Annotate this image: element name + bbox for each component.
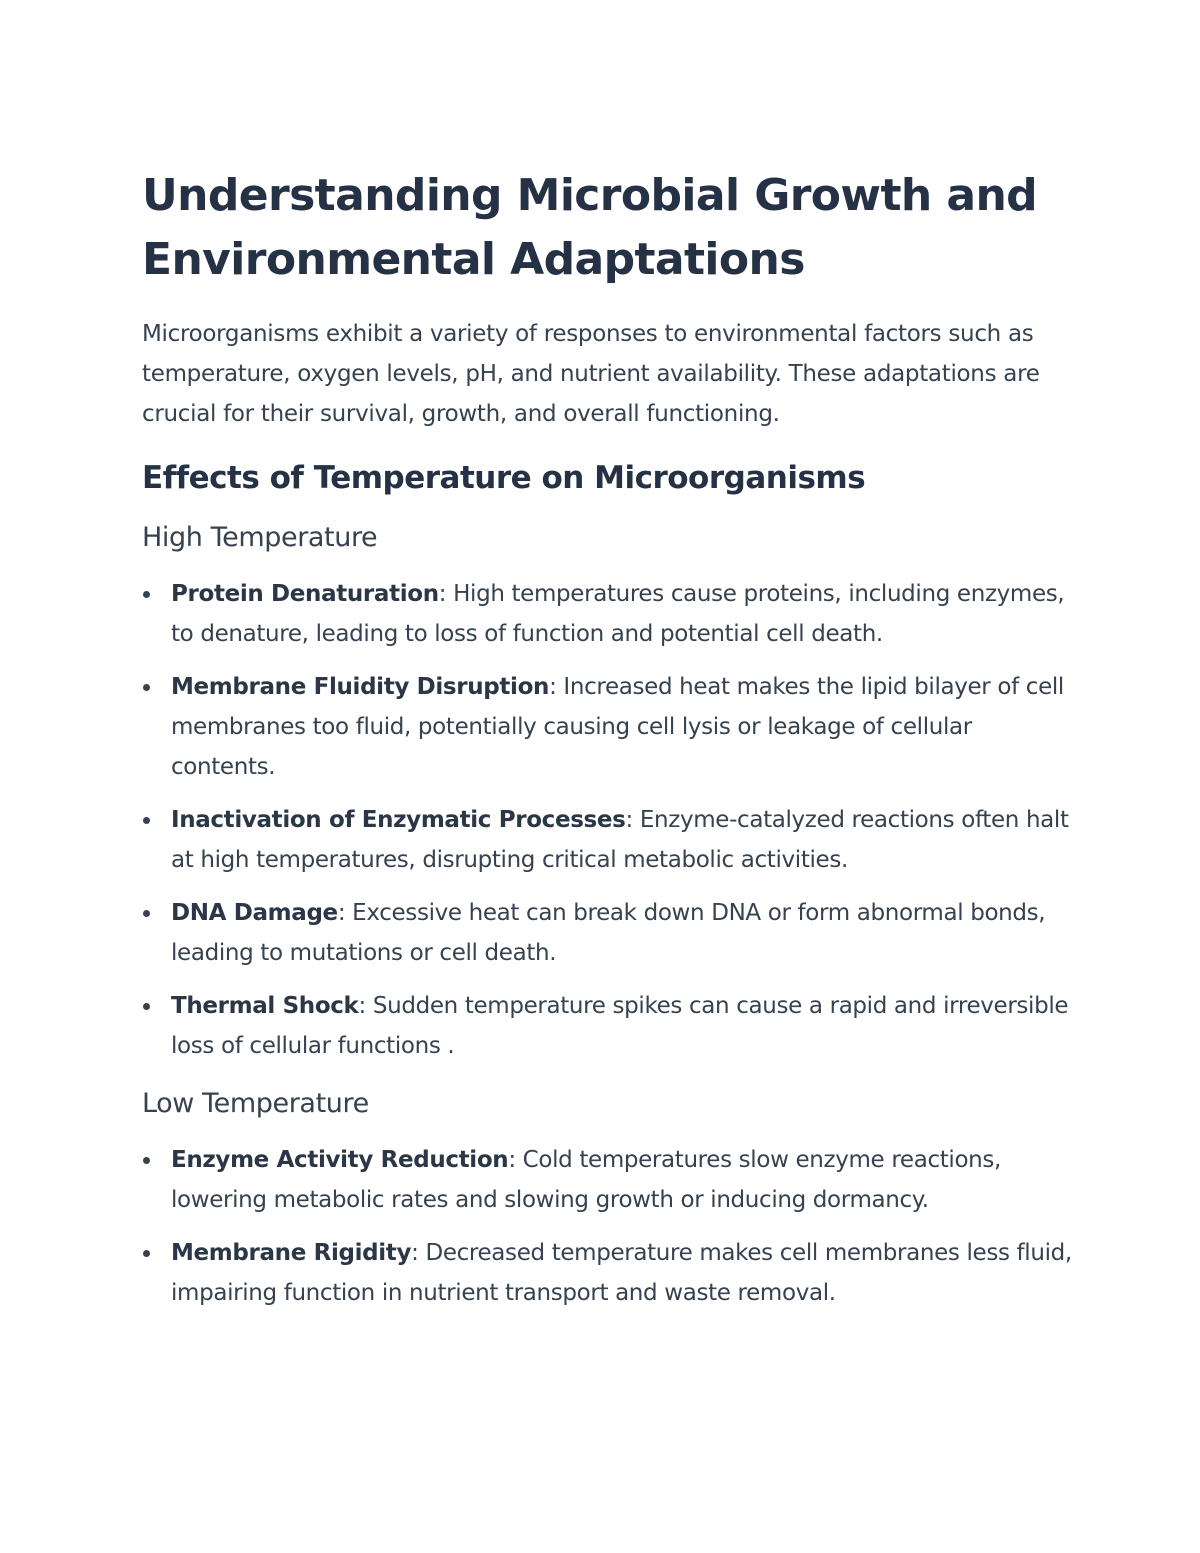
- list-item: [142, 1140, 1072, 1220]
- list-item-term: Protein Denaturation: [171, 581, 439, 607]
- bullet-icon: [143, 817, 150, 824]
- list-item-term: Membrane Fluidity Disruption: [171, 674, 550, 700]
- bullet-icon: [143, 910, 150, 917]
- subsection-title-high: High Temperature: [142, 522, 378, 553]
- document-title: Understanding Microbial Growth and Environmental Adaptations: [142, 170, 1038, 285]
- list-item-term: Enzyme Activity Reduction: [171, 1147, 509, 1173]
- subsection-title-low: Low Temperature: [142, 1088, 369, 1119]
- list-item-text: : Sudden temperature spikes can cause a rapid and irreversible loss of cellular functions .: [171, 993, 1069, 1059]
- list-item-term: DNA Damage: [171, 900, 338, 926]
- list-item: [142, 986, 1072, 1066]
- bullet-icon: [143, 1250, 150, 1257]
- list-item-text: : Excessive heat can break down DNA or form abnormal bonds, leading to mutations or cell death.: [171, 900, 1046, 966]
- list-item: [142, 1233, 1072, 1313]
- document-page: [142, 164, 1072, 1331]
- list-item-text: : Cold temperatures slow enzyme reactions, lowering metabolic rates and slowing growth or inducing dormancy.: [171, 1147, 1002, 1213]
- section-title: Effects of Temperature on Microorganisms: [142, 460, 866, 496]
- high-temperature-list: [142, 574, 1072, 1066]
- list-item: [142, 574, 1072, 654]
- list-item-text: : Enzyme-catalyzed reactions often halt at high temperatures, disrupting critical metabolic activities.: [171, 807, 1069, 873]
- intro-paragraph: Microorganisms exhibit a variety of responses to environmental factors such as temperature, oxygen levels, pH, and nutrient availability. These adaptations are crucial for their survival, growth, and overall functioning.: [142, 321, 1040, 427]
- list-item-term: Inactivation of Enzymatic Processes: [171, 807, 626, 833]
- list-item-text: : Increased heat makes the lipid bilayer of cell membranes too fluid, potentially causing cell lysis or leakage of cellular contents.: [171, 674, 1064, 780]
- bullet-icon: [143, 684, 150, 691]
- list-item-term: Thermal Shock: [171, 993, 359, 1019]
- list-item: [142, 667, 1072, 787]
- list-item-term: Membrane Rigidity: [171, 1240, 412, 1266]
- bullet-icon: [143, 1157, 150, 1164]
- bullet-icon: [143, 1003, 150, 1010]
- list-item: [142, 800, 1072, 880]
- list-item-text: : Decreased temperature makes cell membranes less fluid, impairing function in nutrient transport and waste removal.: [171, 1240, 1072, 1306]
- list-item-text: : High temperatures cause proteins, including enzymes, to denature, leading to loss of function and potential cell death.: [171, 581, 1065, 647]
- list-item: [142, 893, 1072, 973]
- bullet-icon: [143, 591, 150, 598]
- low-temperature-list: [142, 1140, 1072, 1313]
